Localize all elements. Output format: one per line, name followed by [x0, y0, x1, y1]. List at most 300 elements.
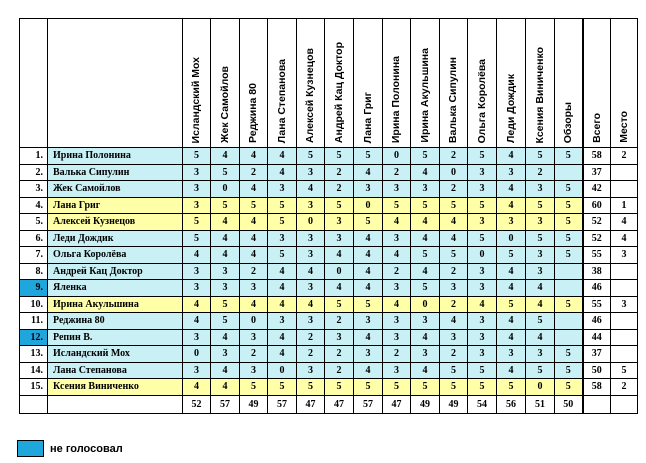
score-cell: 3 [297, 280, 325, 297]
score-cell: 5 [325, 197, 354, 214]
row-number: 2. [20, 164, 48, 181]
score-cell: 3 [268, 181, 297, 198]
score-cell: 5 [268, 247, 297, 264]
column-total: 47 [297, 395, 325, 413]
score-cell: 5 [555, 346, 583, 363]
column-header [325, 19, 354, 148]
place-cell [611, 181, 638, 198]
column-header [354, 19, 383, 148]
score-cell: 4 [268, 346, 297, 363]
score-cell: 5 [325, 379, 354, 396]
score-cell: 5 [555, 379, 583, 396]
score-cell: 4 [497, 329, 526, 346]
score-cell: 5 [325, 296, 354, 313]
score-cell: 3 [526, 247, 555, 264]
column-header-label: Лана Григ [361, 91, 374, 143]
row-number: 3. [20, 181, 48, 198]
score-cell: 4 [497, 148, 526, 165]
score-cell: 4 [240, 230, 268, 247]
participant-name: Лана Степанова [48, 362, 183, 379]
score-cell: 5 [555, 181, 583, 198]
score-cell: 3 [497, 164, 526, 181]
score-cell: 2 [383, 263, 411, 280]
score-cell: 4 [440, 214, 468, 231]
score-cell: 4 [411, 362, 440, 379]
score-cell: 3 [240, 362, 268, 379]
column-header [526, 19, 555, 148]
score-cell: 3 [526, 346, 555, 363]
score-cell: 3 [411, 346, 440, 363]
score-cell: 3 [211, 263, 240, 280]
place-cell: 1 [611, 197, 638, 214]
place-cell [611, 329, 638, 346]
score-cell: 4 [383, 214, 411, 231]
score-cell: 4 [211, 362, 240, 379]
score-cell: 3 [526, 214, 555, 231]
totals-blank [611, 395, 638, 413]
score-cell: 3 [383, 181, 411, 198]
row-number: 1. [20, 148, 48, 165]
score-cell: 3 [497, 214, 526, 231]
totals-blank-name [48, 395, 183, 413]
score-cell: 0 [383, 148, 411, 165]
column-header [411, 19, 440, 148]
score-cell: 0 [497, 230, 526, 247]
score-cell: 4 [497, 181, 526, 198]
row-number: 9. [20, 280, 48, 297]
score-cell: 4 [183, 379, 211, 396]
total-cell: 46 [583, 280, 611, 297]
score-cell: 3 [383, 362, 411, 379]
participant-name: Реджина 80 [48, 313, 183, 330]
score-cell: 0 [440, 164, 468, 181]
score-cell: 4 [468, 296, 497, 313]
score-cell: 3 [468, 313, 497, 330]
score-cell: 5 [468, 197, 497, 214]
table-row [20, 164, 638, 181]
table-row [20, 247, 638, 264]
score-cell: 5 [497, 296, 526, 313]
score-cell: 5 [526, 197, 555, 214]
score-cell: 2 [325, 313, 354, 330]
score-cell: 5 [297, 148, 325, 165]
score-cell: 5 [555, 230, 583, 247]
score-cell: 4 [497, 280, 526, 297]
score-cell: 5 [555, 362, 583, 379]
score-cell: 3 [325, 214, 354, 231]
score-cell: 5 [526, 230, 555, 247]
participant-name: Исландский Мох [48, 346, 183, 363]
place-cell: 4 [611, 214, 638, 231]
score-cell: 2 [325, 164, 354, 181]
score-cell: 5 [240, 379, 268, 396]
score-cell: 3 [211, 346, 240, 363]
score-cell: 4 [354, 263, 383, 280]
column-header [468, 19, 497, 148]
score-cell: 4 [240, 247, 268, 264]
score-cell: 0 [468, 247, 497, 264]
score-cell: 5 [440, 379, 468, 396]
score-cell: 5 [268, 197, 297, 214]
column-header-label: Валька Сипулин [447, 56, 460, 143]
total-cell: 58 [583, 379, 611, 396]
row-number: 11. [20, 313, 48, 330]
score-cell: 2 [240, 346, 268, 363]
score-cell: 5 [555, 148, 583, 165]
header-corner-name [48, 19, 183, 148]
score-cell: 3 [297, 362, 325, 379]
score-cell: 4 [411, 329, 440, 346]
score-cell: 5 [411, 280, 440, 297]
score-cell: 5 [526, 148, 555, 165]
score-cell: 4 [183, 296, 211, 313]
place-cell [611, 263, 638, 280]
score-cell [555, 263, 583, 280]
participant-name: Валька Сипулин [48, 164, 183, 181]
place-cell [611, 164, 638, 181]
total-cell: 38 [583, 263, 611, 280]
column-header [240, 19, 268, 148]
score-cell: 4 [354, 280, 383, 297]
score-cell: 4 [411, 164, 440, 181]
column-header-label: Место [617, 111, 630, 143]
score-cell: 3 [297, 247, 325, 264]
place-cell: 3 [611, 296, 638, 313]
score-cell: 4 [297, 181, 325, 198]
score-cell: 5 [411, 197, 440, 214]
score-cell: 2 [383, 164, 411, 181]
score-cell: 0 [297, 214, 325, 231]
column-header [583, 19, 611, 148]
total-cell: 46 [583, 313, 611, 330]
score-cell: 3 [383, 313, 411, 330]
score-cell: 3 [183, 164, 211, 181]
score-cell: 5 [183, 230, 211, 247]
score-cell: 4 [325, 280, 354, 297]
place-cell: 2 [611, 379, 638, 396]
score-cell: 5 [411, 247, 440, 264]
score-cell: 3 [183, 263, 211, 280]
participant-name: Репин В. [48, 329, 183, 346]
score-cell: 2 [440, 148, 468, 165]
score-cell: 3 [297, 313, 325, 330]
score-cell: 3 [268, 313, 297, 330]
score-cell: 5 [526, 313, 555, 330]
table-body [20, 148, 638, 414]
score-cell: 4 [240, 181, 268, 198]
total-cell: 60 [583, 197, 611, 214]
score-cell: 4 [354, 164, 383, 181]
score-cell [555, 164, 583, 181]
score-cell: 2 [297, 346, 325, 363]
score-cell: 4 [211, 329, 240, 346]
score-cell: 3 [383, 230, 411, 247]
score-cell: 4 [354, 362, 383, 379]
score-cell: 3 [468, 181, 497, 198]
score-cell [555, 280, 583, 297]
score-cell: 5 [354, 214, 383, 231]
column-header [497, 19, 526, 148]
score-cell: 5 [354, 379, 383, 396]
score-cell: 4 [325, 247, 354, 264]
score-cell: 5 [240, 197, 268, 214]
participant-name: Ирина Акульшина [48, 296, 183, 313]
score-cell: 3 [240, 329, 268, 346]
score-cell: 5 [383, 197, 411, 214]
column-total: 50 [555, 395, 583, 413]
score-cell: 5 [468, 230, 497, 247]
score-cell: 4 [354, 247, 383, 264]
place-cell [611, 313, 638, 330]
score-cell: 4 [497, 197, 526, 214]
score-cell: 3 [411, 313, 440, 330]
score-cell: 5 [468, 379, 497, 396]
column-header-label: Ирина Акульшина [418, 48, 431, 143]
score-cell: 4 [297, 296, 325, 313]
score-cell: 5 [411, 379, 440, 396]
participant-name: Ольга Королёва [48, 247, 183, 264]
score-cell: 3 [526, 181, 555, 198]
column-header [440, 19, 468, 148]
total-cell: 42 [583, 181, 611, 198]
row-number: 7. [20, 247, 48, 264]
score-cell: 4 [268, 164, 297, 181]
score-cell: 2 [240, 164, 268, 181]
score-cell: 3 [297, 230, 325, 247]
column-total: 57 [354, 395, 383, 413]
participant-name: Леди Дождик [48, 230, 183, 247]
score-cell: 4 [440, 313, 468, 330]
score-cell: 3 [440, 329, 468, 346]
score-cell: 3 [183, 280, 211, 297]
column-total: 52 [183, 395, 211, 413]
score-cell: 3 [468, 280, 497, 297]
score-cell: 4 [268, 280, 297, 297]
table-row [20, 214, 638, 231]
score-cell: 3 [468, 329, 497, 346]
score-cell: 2 [325, 362, 354, 379]
column-header-label: Всего [590, 113, 603, 143]
column-header [211, 19, 240, 148]
score-cell: 3 [325, 230, 354, 247]
score-cell: 5 [555, 214, 583, 231]
total-cell: 44 [583, 329, 611, 346]
table-row [20, 197, 638, 214]
score-cell: 4 [240, 148, 268, 165]
total-cell: 55 [583, 247, 611, 264]
score-cell: 4 [526, 329, 555, 346]
score-cell: 4 [268, 263, 297, 280]
place-cell [611, 280, 638, 297]
column-header [183, 19, 211, 148]
score-cell: 4 [183, 313, 211, 330]
score-cell: 5 [440, 197, 468, 214]
score-cell: 5 [526, 362, 555, 379]
score-cell: 4 [526, 296, 555, 313]
row-number: 5. [20, 214, 48, 231]
participant-name: Яленка [48, 280, 183, 297]
score-cell: 2 [383, 346, 411, 363]
column-total: 49 [240, 395, 268, 413]
score-cell: 2 [440, 181, 468, 198]
score-cell: 5 [383, 379, 411, 396]
participant-name: Алексей Кузнецов [48, 214, 183, 231]
score-cell [555, 313, 583, 330]
table-row [20, 181, 638, 198]
totals-blank-num [20, 395, 48, 413]
score-cell: 5 [297, 379, 325, 396]
score-cell: 4 [268, 329, 297, 346]
score-cell: 3 [468, 164, 497, 181]
column-total: 54 [468, 395, 497, 413]
score-cell: 0 [183, 346, 211, 363]
column-header [268, 19, 297, 148]
score-cell: 3 [183, 181, 211, 198]
score-cell: 3 [183, 329, 211, 346]
column-header-label: Обзоры [562, 101, 574, 143]
column-header-label: Ольга Королёва [475, 58, 488, 143]
score-cell [555, 329, 583, 346]
score-cell: 5 [354, 148, 383, 165]
score-cell: 0 [240, 313, 268, 330]
column-total: 51 [526, 395, 555, 413]
column-header [297, 19, 325, 148]
score-cell: 0 [325, 263, 354, 280]
table-row [20, 362, 638, 379]
row-number: 15. [20, 379, 48, 396]
score-cell: 5 [183, 148, 211, 165]
column-total: 56 [497, 395, 526, 413]
total-cell: 58 [583, 148, 611, 165]
row-number: 4. [20, 197, 48, 214]
score-cell: 4 [411, 230, 440, 247]
column-header-label: Исландский Мох [190, 56, 203, 143]
score-cell: 4 [497, 263, 526, 280]
score-cell: 5 [555, 296, 583, 313]
score-cell: 5 [468, 148, 497, 165]
score-cell: 2 [325, 346, 354, 363]
score-cell: 5 [411, 148, 440, 165]
score-cell: 5 [268, 214, 297, 231]
participant-name: Андрей Кац Доктор [48, 263, 183, 280]
score-cell: 5 [354, 296, 383, 313]
score-cell: 2 [526, 164, 555, 181]
score-cell: 4 [211, 230, 240, 247]
participant-name: Ирина Полонина [48, 148, 183, 165]
score-cell: 3 [497, 346, 526, 363]
score-cell: 3 [268, 230, 297, 247]
place-cell [611, 346, 638, 363]
score-cell: 5 [497, 247, 526, 264]
table-row [20, 280, 638, 297]
participant-name: Лана Григ [48, 197, 183, 214]
totals-row [20, 395, 638, 413]
score-cell: 4 [411, 263, 440, 280]
legend-swatch [17, 440, 44, 457]
column-header-label: Лана Степанова [275, 58, 288, 143]
score-cell: 4 [211, 148, 240, 165]
score-cell: 5 [211, 197, 240, 214]
score-cell: 0 [411, 296, 440, 313]
score-cell: 3 [383, 280, 411, 297]
column-total: 57 [268, 395, 297, 413]
table-row [20, 296, 638, 313]
column-header-label: Жек Самойлов [218, 66, 231, 143]
score-cell: 2 [297, 329, 325, 346]
score-cell: 5 [440, 362, 468, 379]
score-cell: 0 [526, 379, 555, 396]
score-cell: 3 [468, 214, 497, 231]
score-cell: 5 [211, 164, 240, 181]
legend [17, 440, 123, 457]
column-total: 49 [440, 395, 468, 413]
column-header-label: Леди Дождик [504, 74, 517, 143]
score-cell: 3 [383, 329, 411, 346]
column-header-label: Андрей Кац Доктор [332, 41, 345, 143]
score-cell: 4 [268, 148, 297, 165]
score-cell: 4 [497, 362, 526, 379]
score-cell: 3 [183, 197, 211, 214]
score-cell: 3 [354, 313, 383, 330]
score-cell: 0 [211, 181, 240, 198]
column-header [611, 19, 638, 148]
table-row [20, 379, 638, 396]
header-row [20, 19, 638, 148]
score-cell: 5 [211, 296, 240, 313]
score-cell: 3 [468, 346, 497, 363]
score-cell: 3 [297, 197, 325, 214]
score-cell: 2 [240, 263, 268, 280]
totals-blank [583, 395, 611, 413]
score-cell: 5 [497, 379, 526, 396]
score-cell: 3 [325, 329, 354, 346]
participant-name: Жек Самойлов [48, 181, 183, 198]
score-cell: 4 [240, 296, 268, 313]
score-cell: 3 [183, 362, 211, 379]
score-cell: 3 [297, 164, 325, 181]
column-header-label: Алексей Кузнецов [304, 48, 317, 143]
column-header-label: Реджина 80 [247, 83, 260, 143]
score-cell: 0 [354, 197, 383, 214]
score-cell: 4 [440, 230, 468, 247]
table-row [20, 346, 638, 363]
score-cell: 3 [440, 280, 468, 297]
column-header [555, 19, 583, 148]
row-number: 14. [20, 362, 48, 379]
score-cell: 3 [211, 280, 240, 297]
row-number: 10. [20, 296, 48, 313]
score-cell: 0 [268, 362, 297, 379]
total-cell: 37 [583, 164, 611, 181]
score-cell: 5 [211, 313, 240, 330]
legend-label: не голосовал [50, 442, 123, 455]
score-cell: 4 [211, 379, 240, 396]
table-row [20, 329, 638, 346]
row-number: 6. [20, 230, 48, 247]
score-cell: 4 [211, 247, 240, 264]
score-cell: 2 [440, 346, 468, 363]
table-row [20, 263, 638, 280]
table-row [20, 230, 638, 247]
score-cell: 3 [240, 280, 268, 297]
score-cell: 2 [440, 263, 468, 280]
score-cell: 2 [440, 296, 468, 313]
total-cell: 52 [583, 230, 611, 247]
participant-name: Ксения Виниченко [48, 379, 183, 396]
place-cell: 4 [611, 230, 638, 247]
score-cell: 4 [383, 296, 411, 313]
column-total: 47 [325, 395, 354, 413]
